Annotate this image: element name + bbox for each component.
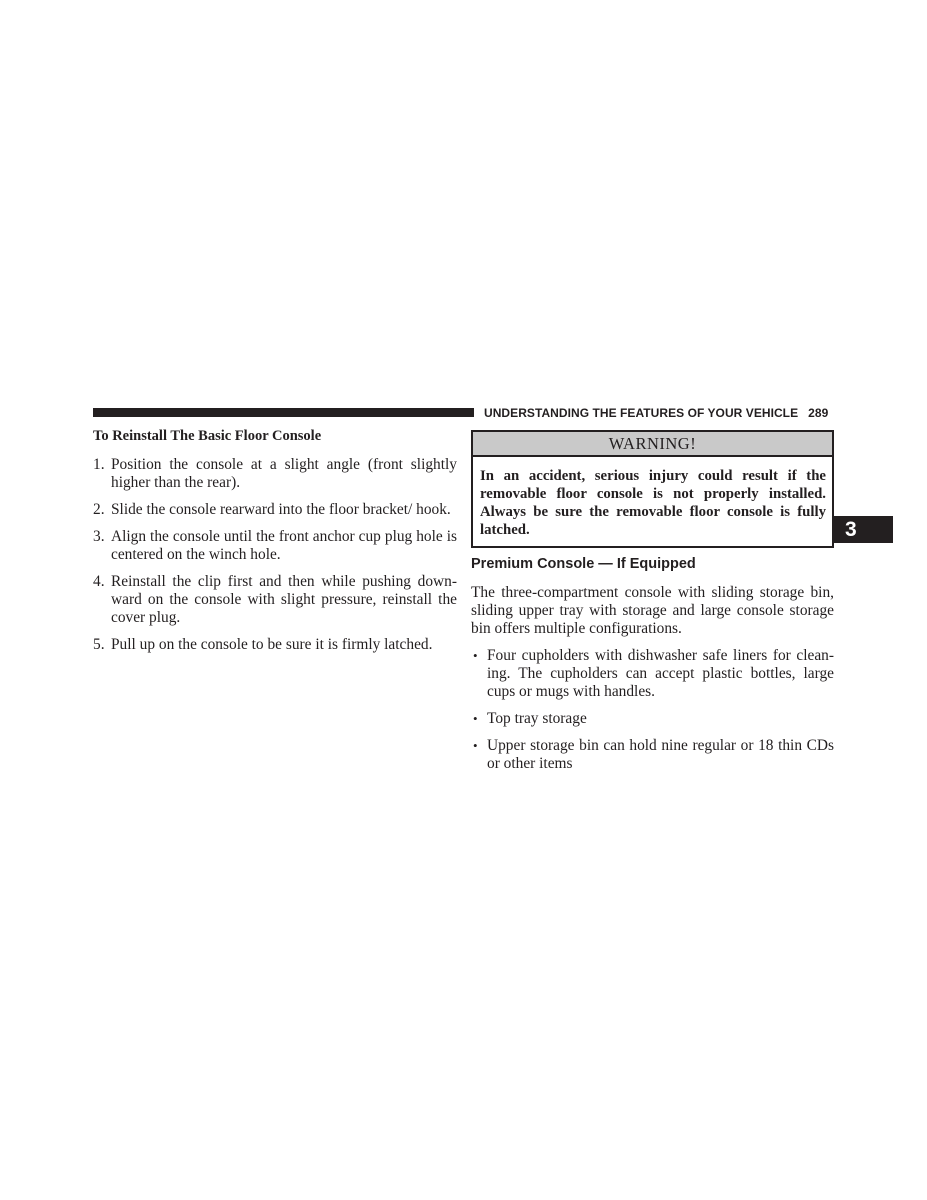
list-item-text: Four cupholders with dishwasher safe liners for clean- ing. The cupholders can accept plastic bottles, large cups or mugs with handles. [487,647,834,700]
warning-box [471,430,834,548]
list-item [471,647,834,701]
step-text: Reinstall the clip first and then while pushing down- ward on the console with slight pressure, reinstall the cover plug. [111,573,457,626]
header-rule [93,408,474,417]
step-number: 3. [93,528,105,545]
step-item [93,573,457,627]
premium-console-intro: The three-compartment console with sliding storage bin, sliding upper tray with storage and large console storage bin offers multiple configurations. [471,584,834,637]
list-item-text: Upper storage bin can hold nine regular or 18 thin CDs or other items [487,737,834,772]
chapter-tab: 3 [834,516,893,543]
step-text: Pull up on the console to be sure it is firmly latched. [111,636,433,653]
feature-list [471,647,834,773]
reinstall-steps [93,456,457,654]
left-column [93,427,457,663]
step-number: 5. [93,636,105,653]
step-item [93,528,457,564]
page-number: 289 [808,406,829,420]
warning-body: In an accident, serious injury could result if the removable floor console is not properly installed. Always be sure the removable floor console is fully latched. [480,468,826,538]
reinstall-heading: To Reinstall The Basic Floor Console [93,428,322,444]
bullet-icon: • [473,648,478,663]
step-item [93,501,457,519]
step-text: Slide the console rearward into the floor bracket/ hook. [111,501,451,518]
step-item [93,636,457,654]
step-text: Position the console at a slight angle (front slightly higher than the rear). [111,456,457,491]
running-header [484,404,828,422]
step-text: Align the console until the front anchor cup plug hole is centered on the winch hole. [111,528,457,563]
step-number: 4. [93,573,105,590]
premium-console-heading: Premium Console — If Equipped [471,556,696,572]
warning-title: WARNING! [473,432,832,457]
list-item-text: Top tray storage [487,710,587,727]
step-number: 1. [93,456,105,473]
header-title: UNDERSTANDING THE FEATURES OF YOUR VEHICLE [484,406,799,420]
step-item [93,456,457,492]
right-column [471,430,834,782]
list-item [471,737,834,773]
bullet-icon: • [473,711,478,726]
step-number: 2. [93,501,105,518]
bullet-icon: • [473,738,478,753]
list-item [471,710,834,728]
